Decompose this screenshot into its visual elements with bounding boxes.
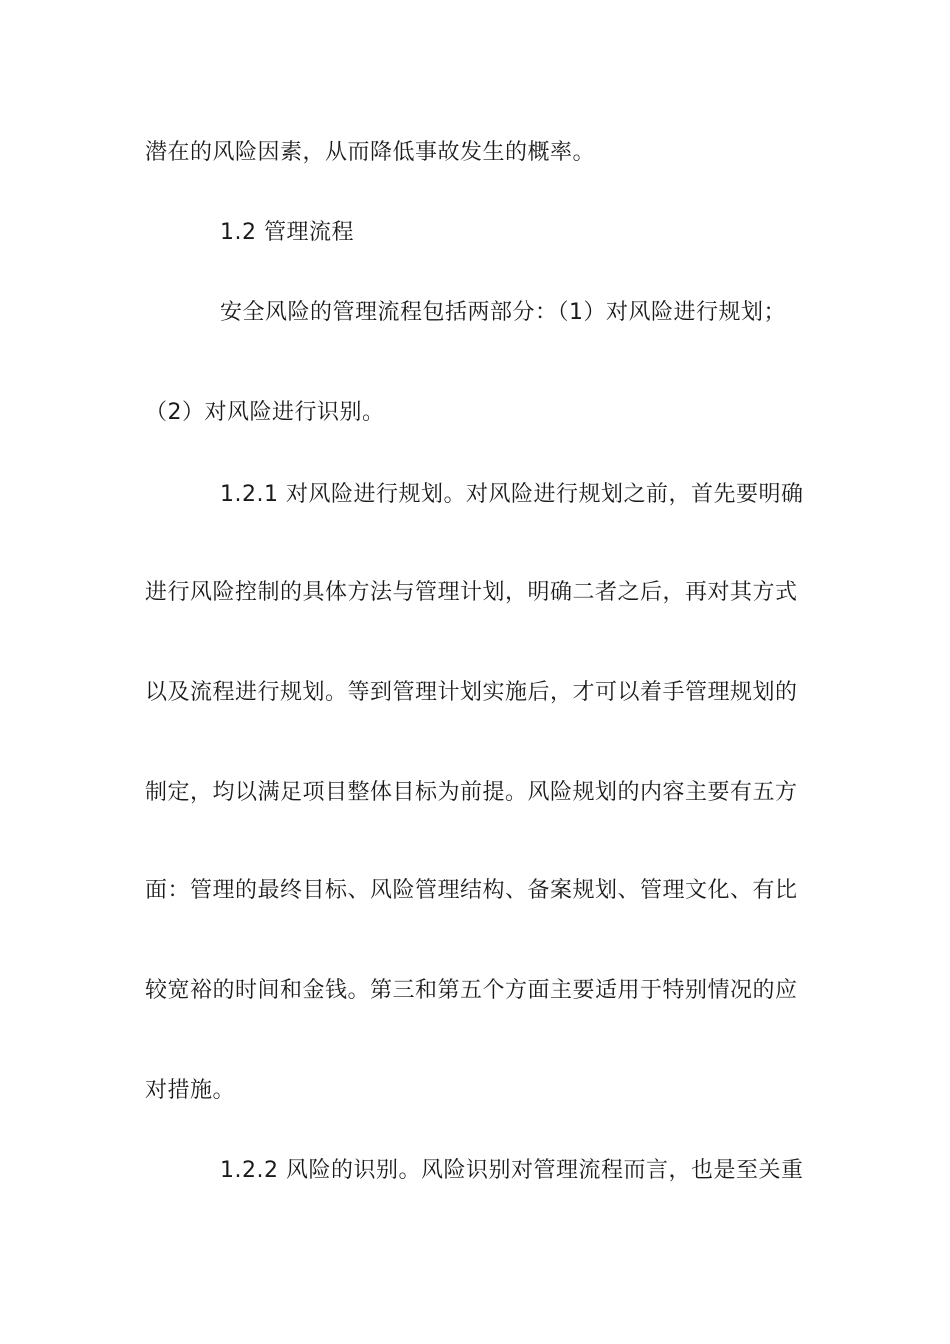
paragraph-line: 安全风险的管理流程包括两部分：（1）对风险进行规划； [220,300,786,325]
paragraph-line: 对措施。 [145,1078,236,1103]
paragraph-line: 进行风险控制的具体方法与管理计划，明确二者之后，再对其方式 [145,580,798,605]
paragraph-line: 潜在的风险因素，从而降低事故发生的概率。 [145,140,596,165]
paragraph-line: 1.2.1 对风险进行规划。对风险进行规划之前，首先要明确 [220,482,804,507]
paragraph-line: 以及流程进行规划。等到管理计划实施后，才可以着手管理规划的 [145,680,798,705]
paragraph-line: 较宽裕的时间和金钱。第三和第五个方面主要适用于特别情况的应 [145,978,798,1003]
paragraph-line: 面：管理的最终目标、风险管理结构、备案规划、管理文化、有比 [145,878,798,903]
paragraph-line: 1.2.2 风险的识别。风险识别对管理流程而言，也是至关重 [220,1158,804,1183]
section-heading: 1.2 管理流程 [220,220,354,245]
paragraph-line: 制定，均以满足项目整体目标为前提。风险规划的内容主要有五方 [145,780,798,805]
paragraph-line: （2）对风险进行识别。 [145,400,385,425]
